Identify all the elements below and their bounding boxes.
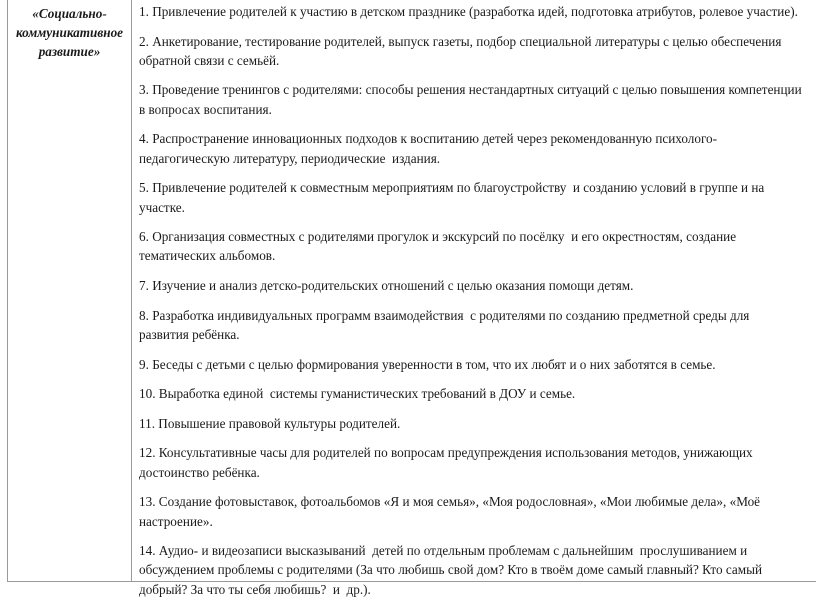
activity-item <box>139 2 816 21</box>
activities-cell <box>139 2 816 609</box>
activity-item-line: 13. Создание фотовыставок, фотоальбомов «Я и моя семья», «Моя родословная», «Мои любимые дела», «Моё <box>139 494 761 510</box>
activity-item-line: в вопросах воспитания. <box>139 101 272 117</box>
activity-item <box>139 414 816 433</box>
activity-item <box>139 227 816 266</box>
activity-item <box>139 355 816 374</box>
activity-item <box>139 492 816 531</box>
activity-item-line: 3. Проведение тренингов с родителями: способы решения нестандартных ситуаций с целью повышения компетенции <box>139 82 802 98</box>
activity-item <box>139 443 816 482</box>
activity-item <box>139 541 816 599</box>
activity-item-line: развития ребёнка. <box>139 326 240 342</box>
section-title-line: «Социально- <box>32 6 107 21</box>
activity-item-line: настроение». <box>139 513 213 529</box>
activity-item <box>139 178 816 217</box>
activity-item-line: 11. Повышение правовой культуры родителей. <box>139 415 401 431</box>
activity-item-line: тематических альбомов. <box>139 248 276 264</box>
activity-item <box>139 32 816 71</box>
activity-item <box>139 306 816 345</box>
activity-item-line: 1. Привлечение родителей к участию в детском празднике (разработка идей, подготовка атрибутов, ролевое участие). <box>139 4 798 19</box>
activity-item-line: обратной связи с семьёй. <box>139 52 280 68</box>
section-title-line: развитие» <box>38 44 101 59</box>
activity-item-line: достоинство ребёнка. <box>139 464 260 480</box>
activity-item-line: 10. Выработка единой системы гуманистических требований в ДОУ и семье. <box>139 386 576 402</box>
column-divider <box>131 0 132 581</box>
activity-item <box>139 129 816 168</box>
activity-item <box>139 276 816 295</box>
activity-item-line: обсуждением проблемы с родителями (За что любишь свой дом? Кто в твоём доме самый главный? Кто самый <box>139 562 763 578</box>
activity-item-line: 12. Консультативные часы для родителей по вопросам предупреждения использования методов, унижающих <box>139 445 753 461</box>
activity-item-line: 7. Изучение и анализ детско-родительских отношений с целью оказания помощи детям. <box>139 278 634 294</box>
activity-item-line: 2. Анкетирование, тестирование родителей, выпуск газеты, подбор специальной литературы с целью обеспечения <box>139 33 782 49</box>
section-title-line: коммуникативное <box>15 25 124 40</box>
activity-item <box>139 384 816 403</box>
activity-item-line: добрый? За что ты себя любишь? и др.). <box>139 581 371 597</box>
activity-item-line: участке. <box>139 199 185 215</box>
activity-item-line: педагогическую литературу, периодические издания. <box>139 150 441 166</box>
activity-item-line: 6. Организация совместных с родителями прогулок и экскурсий по посёлку и его окрестностям, создание <box>139 229 737 245</box>
activity-item-line: 9. Беседы с детьми с целью формирования уверенности в том, что их любят и о них заботятся в семье. <box>139 356 716 372</box>
activity-item-line: 8. Разработка индивидуальных программ взаимодействия с родителями по созданию предметной среды для <box>139 307 750 323</box>
activity-item-line: 5. Привлечение родителей к совместным мероприятиям по благоустройству и созданию условий в группе и на <box>139 180 765 196</box>
activity-item <box>139 80 816 119</box>
activity-item-line: 4. Распространение инновационных подходов к воспитанию детей через рекомендованную психолого- <box>139 131 718 147</box>
activity-item-line: 14. Аудио- и видеозаписи высказываний детей по отдельным проблемам с дальнейшим прослушиванием и <box>139 543 748 559</box>
section-title-cell <box>8 4 131 61</box>
